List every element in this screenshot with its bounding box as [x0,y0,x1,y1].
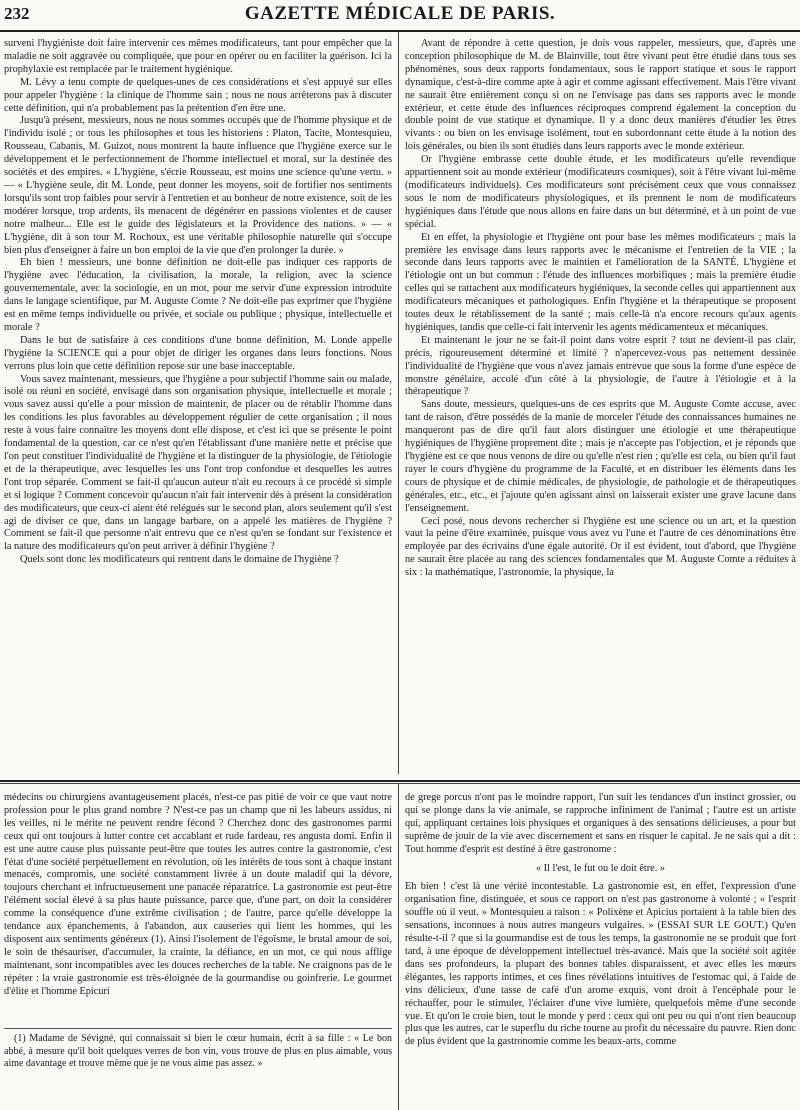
section-divider [0,780,800,782]
column-divider-bottom [398,784,399,1110]
section-divider-thin [0,783,800,784]
paragraph: Or l'hygiène embrasse cette double étude, et les modificateurs qu'elle revendique appartiennent soit au monde extérieur (modificateurs cosmiques), soit à l'être vivant lui-même (modificateurs individuels). Ces modificateurs sont précisément ceux que vous connaissez sous le nom de modificateurs physiologiques, et ils prennent le nom de modificateurs hygiéniques dans l'étude que nous allons en faire dans un but déterminé, et à un point de vue spécial. [405,154,796,230]
feuilleton-column-left [4,792,392,1022]
paragraph: Et en effet, la physiologie et l'hygiène ont pour base les mêmes modificateurs ; mais la première les envisage dans leurs rapports avec le mécanisme et l'entretien de la VIE ; la seconde dans leurs rapports avec le maintien et l'amélioration de la SANTÉ. L'hygiène et l'étiologie ont un but commun : l'étude des influences morbifiques ; mais la première étudie celles qui se rattachent aux modificateurs hygiéniques, la seconde celles qui appartiennent aux modificateurs mécaniques et pathologiques. Enfin l'hygiène et la thérapeutique se proposent toutes deux le rétablissement de la santé ; mais celle-là n'a encore recours qu'aux agents hygiéniques, tandis que celle-ci fait intervenir les agents médicamenteux et mécaniques. [405,231,796,333]
paragraph: de grege porcus n'ont pas le moindre rapport, l'un suit les tendances d'un instinct grossier, ou qui se plonge dans la vie animale, se rapproche infiniment de l'animal ; l'autre est un artiste qui, appliquant certaines lois physiques et organiques à des sensations délicieuses, a pour but suprême de jouir de la vie avec discernement et sans en risquer le capital. Je ne sais qui a dit : Tout homme d'esprit est destiné à être gastronome : [405,792,796,855]
paragraph: Sans doute, messieurs, quelques-uns de ces esprits que M. Auguste Comte accuse, avec tant de raison, d'être possédés de la manie de morceler l'étude des connaissances humaines ne manqueront pas de dire qu'il faut alors distinguer une étiologie et une thérapeutique hygiéniques de l'hygiène proprement dite ; mais je n'accepte pas l'objection, et je réponds que l'hygiène est ce que nous venons de dire ou qu'elle n'est rien ; qu'elle est cela, ou bien qu'il faut rayer le cours d'hygiène du programme de la Faculté, et en distribuer les éléments dans les cours de physique et de chimie médicales, de physiologie, de pathologie et de thérapeutiques générales, etc., etc., et j'ajoute qu'en agissant ainsi on laisserait exister une grave lacune dans l'enseignement. [405,399,796,514]
paragraph: Quels sont donc les modificateurs qui rentrent dans le domaine de l'hygiène ? [20,554,339,566]
article-column-right [405,38,796,768]
article-column-left [4,38,392,768]
footnote-divider [4,1028,392,1029]
page-header [0,0,800,32]
journal-title: GAZETTE MÉDICALE DE PARIS. [244,3,556,24]
paragraph: Eh bien ! c'est là une vérité incontestable. La gastronomie est, en effet, l'expression d'une organisation fine, distinguée, et sous ce rapport on n'est pas gastronome à volonté ; « l'esprit souffle où il veut. » Montesquieu a raison : « Polixène et Apicius portaient à la table bien des sensations, inconnues à nous autres mangeurs vulgaires. » (ESSAI SUR LE GOUT.) Qu'en résulte-t-il ? que si la gourmandise est de tous les temps, la gastronomie ne se produit que fort tard, à une époque de développement intellectuel très-avancé. Mais que la société soit agitée dans ses profondeurs, la plupart des bonnes tables disparaissent, et avec elles les mœurs élégantes, les rapports intimes, et ces fines révélations intuitives de l'estomac qui, à l'aide de vins délicieux, d'une tasse de café d'un arome exquis, vont droit à l'encéphale pour le réchauffer, pour le stimuler, l'éclairer d'une vive lumière, quelquefois même d'une seconde vue. Et qu'on le croie bien, tout le monde y perd : ceux qui ont peu ou qui n'ont rien beaucoup plus que les autres, car le superflu du riche tourne au profit du nécessaire du pauvre. Rien donc de plus évident que la gastronomie comme les beaux-arts, comme [405,881,796,1048]
footnote-text: (1) Madame de Sévigné, qui connaissait si bien le cœur humain, écrit à sa fille : « Le bon abbé, à mesure qu'il boit quelques verres de bon vin, vous trouve de plus en plus aimable, vous aime davantage et trouve même que je ne vous aime pas assez. » [4,1033,392,1069]
feuilleton-column-right [405,792,796,1110]
footnote [4,1033,392,1110]
paragraph: Vous savez maintenant, messieurs, que l'hygiène a pour subjectif l'homme sain ou malade, isolé ou réuni en société, envisagé dans son organisation physique, intellectuelle et morale ; vous savez aussi qu'elle a pour mission de maintenir, de placer ou de rétablir l'homme dans les conditions les plus favorables au développement régulier de cette organisation ; il nous reste à vous faire connaître les moyens dont elle dispose, et c'est ici que se présente le point fondamental de la question, car ce n'est qu'en l'établissant d'une manière nette et précise que l'on peut constituer l'individualité de l'hygiène et la distinguer de la physiologie, de l'étiologie et de la thérapeutique, avec lesquelles les uns l'ont trop confondue et desquelles les autres l'ont trop séparée. Comment se fait-il qu'aucun auteur n'ait eu recours à ce procédé si simple et si logique ? Comment concevoir qu'aucun n'ait fait intervenir dès à présent la considération des modificateurs, que ceux-ci aient été relégués sur le second plan, alors seulement qu'il s'est agi de diviser ce que, dans un langage barbare, on a appelé les matières de l'hygiène ? Comment se fait-il que personne n'ait entrevu que ce n'est qu'en se fondant sur l'existence et la nature des modificateurs qu'on peut arriver à définir l'hygiène ? [4,373,392,553]
paragraph: surveni l'hygiéniste doit faire intervenir ces mêmes modificateurs, tant pour empêcher que la maladie ne soit aggravée ou compliquée, que pour en opérer ou en faciliter la guérison. Ici la prophylaxie est remplacée par le traitement hygiénique. [4,38,392,75]
paragraph: Eh bien ! messieurs, une bonne définition ne doit-elle pas indiquer ces rapports de l'hygiène avec l'éducation, la civilisation, la morale, la religion, avec la science gouvernementale, avec la sociologie, en un mot, pour me servir d'une expression introduite dans le langage scientifique, par M. Auguste Comte ? Ne doit-elle pas exprimer que l'hygiène est en même temps individuelle ou privée, et sociale ou publique ; physique, intellectuelle et morale ? [4,257,392,333]
paragraph: Avant de répondre à cette question, je dois vous rappeler, messieurs, que, d'après une conception philosophique de M. de Blainville, tout être vivant peut être étudié dans tous ses phénomènes, sous deux rapports fondamentaux, sous le rapport statique et sous le rapport dynamique, c'est-à-dire comme apte à agir et comme agissant effectivement. Mais l'être vivant ne saurait être entièrement conçu si on ne l'envisage pas dans ses rapports avec le monde extérieur, et cette étude des influences réciproques comprend également la conception du double point de vue statique et dynamique. Il y a donc deux manières d'étudier les êtres vivants : ou bien on les envisage isolément, tout en subordonnant cette étude à la notion des lois générales, ou bien ils sont étudiés dans leurs rapports avec le monde extérieur. [405,38,796,153]
page-number: 232 [4,4,30,23]
paragraph: Jusqu'à présent, messieurs, nous ne nous sommes occupés que de l'homme physique et de l'individu isolé ; or tous les philosophes et tous les historiens : Platon, Tacite, Montesquieu, Rousseau, Cabanis, M. Guizot, nous montrent la haute influence que l'hygiène exerce sur le développement et le perfectionnement de l'homme intellectuel et moral, sur la destinée des sociétés et des empires. « L'hygiène, s'écrie Rousseau, est moins une science qu'une vertu. » — « L'hygiène seule, dit M. Londe, peut donner les moyens, soit de fortifier nos sentiments lorsqu'ils sont trop faibles pour servir à l'entretien et au bonheur de notre existence, soit de les modérer lorsque, trop ardents, ils menacent de dégénérer en passions violentes et de causer notre malheur... Elle est le guide des législateurs et la Providence des nations. » — « L'hygiène, dit à son tour M. Rochoux, est une véritable philosophie naturelle qui s'occupe bien plus d'enseigner à faire un bon emploi de la vie que d'en prolonger la durée. » [4,115,392,256]
paragraph: Dans le but de satisfaire à ces conditions d'une bonne définition, M. Londe appelle l'hygiène la SCIENCE qui a pour objet de diriger les organes dans leurs fonctions. Nous verrons plus loin que cette définition repose sur une base inacceptable. [4,334,392,372]
paragraph: Et maintenant le jour ne se fait-il point dans votre esprit ? tout ne devient-il pas clair, précis, rigoureusement déterminé et limité ? n'apercevez-vous pas nettement dessinée l'individualité de l'hygiène que vous n'avez jamais entrevue que sous la forme d'une espèce de monstre génélaire, accolé d'un côté à la physiologie, de l'autre à l'étiologie et à la thérapeutique ? [405,334,796,398]
paragraph: M. Lévy a tenu compte de quelques-unes de ces considérations et s'est appuyé sur elles pour appeler l'hygiène : la clinique de l'homme sain ; nous ne nous arrêterons pas à discuter cette définition, qui n'a probablement pas la prétention d'en être une. [4,76,392,114]
paragraph: médecins ou chirurgiens avantageusement placés, n'est-ce pas pitié de voir ce que vaut notre profession pour le plus grand nombre ? N'est-ce pas un champ que ni les labeurs assidus, ni les veilles, ni le mérite ne peuvent rendre fécond ? Cherchez donc des gastronomes parmi ceux qui ont toujours à lutter contre cet accablant et rude fardeau, res angusta domi. Enfin il est une autre cause plus puissante peut-être que toutes les autres contre la gastronomie, c'est l'état d'une société perpétuellement en révolution, où les intérêts de tous sont à chaque instant menacés, compromis, une société constamment livrée à un doute maladif qui la dévore, toujours cherchant et infructueusement une panacée réparatrice. La gastronomie est peut-être l'élément social élevé à sa plus haute puissance, parce que, d'une part, on doit la considérer comme la conséquence d'une extrême civilisation ; de l'autre, parce qu'elle développe la tendance aux épanchements, à l'abandon, aux causeries qui lient les hommes, qui les disposent aux sentiments généreux (1). Ainsi l'isolement de l'égoïsme, le brutal amour de soi, le soin de thésauriser, d'accumuler, la crainte, la défiance, en un mot, ce qui nous afflige maintenant, sont incompatibles avec les douces recherches de la table. Ne craignons pas de le répéter : la vraie gastronomie est très-éloignée de la gourmandise ou goinfrerie. Le gourmet d'élite et l'homme Epicuri [4,792,392,997]
paragraph: Ceci posé, nous devons rechercher si l'hygiène est une science ou un art, et la question vaut la peine d'être examinée, puisque vous avez vu l'une et l'autre de ces dénominations être employée par des écrivains d'une égale autorité. Or il est évident, tout d'abord, que l'hygiène ne saurait être placée au rang des sciences fondamentales que M. Auguste Comte a réduites à six : la mathématique, l'astronomie, la physique, la [405,515,796,579]
column-divider-top [398,32,399,774]
verse-quote: « Il l'est, le fut ou le doit être. » [535,862,666,874]
